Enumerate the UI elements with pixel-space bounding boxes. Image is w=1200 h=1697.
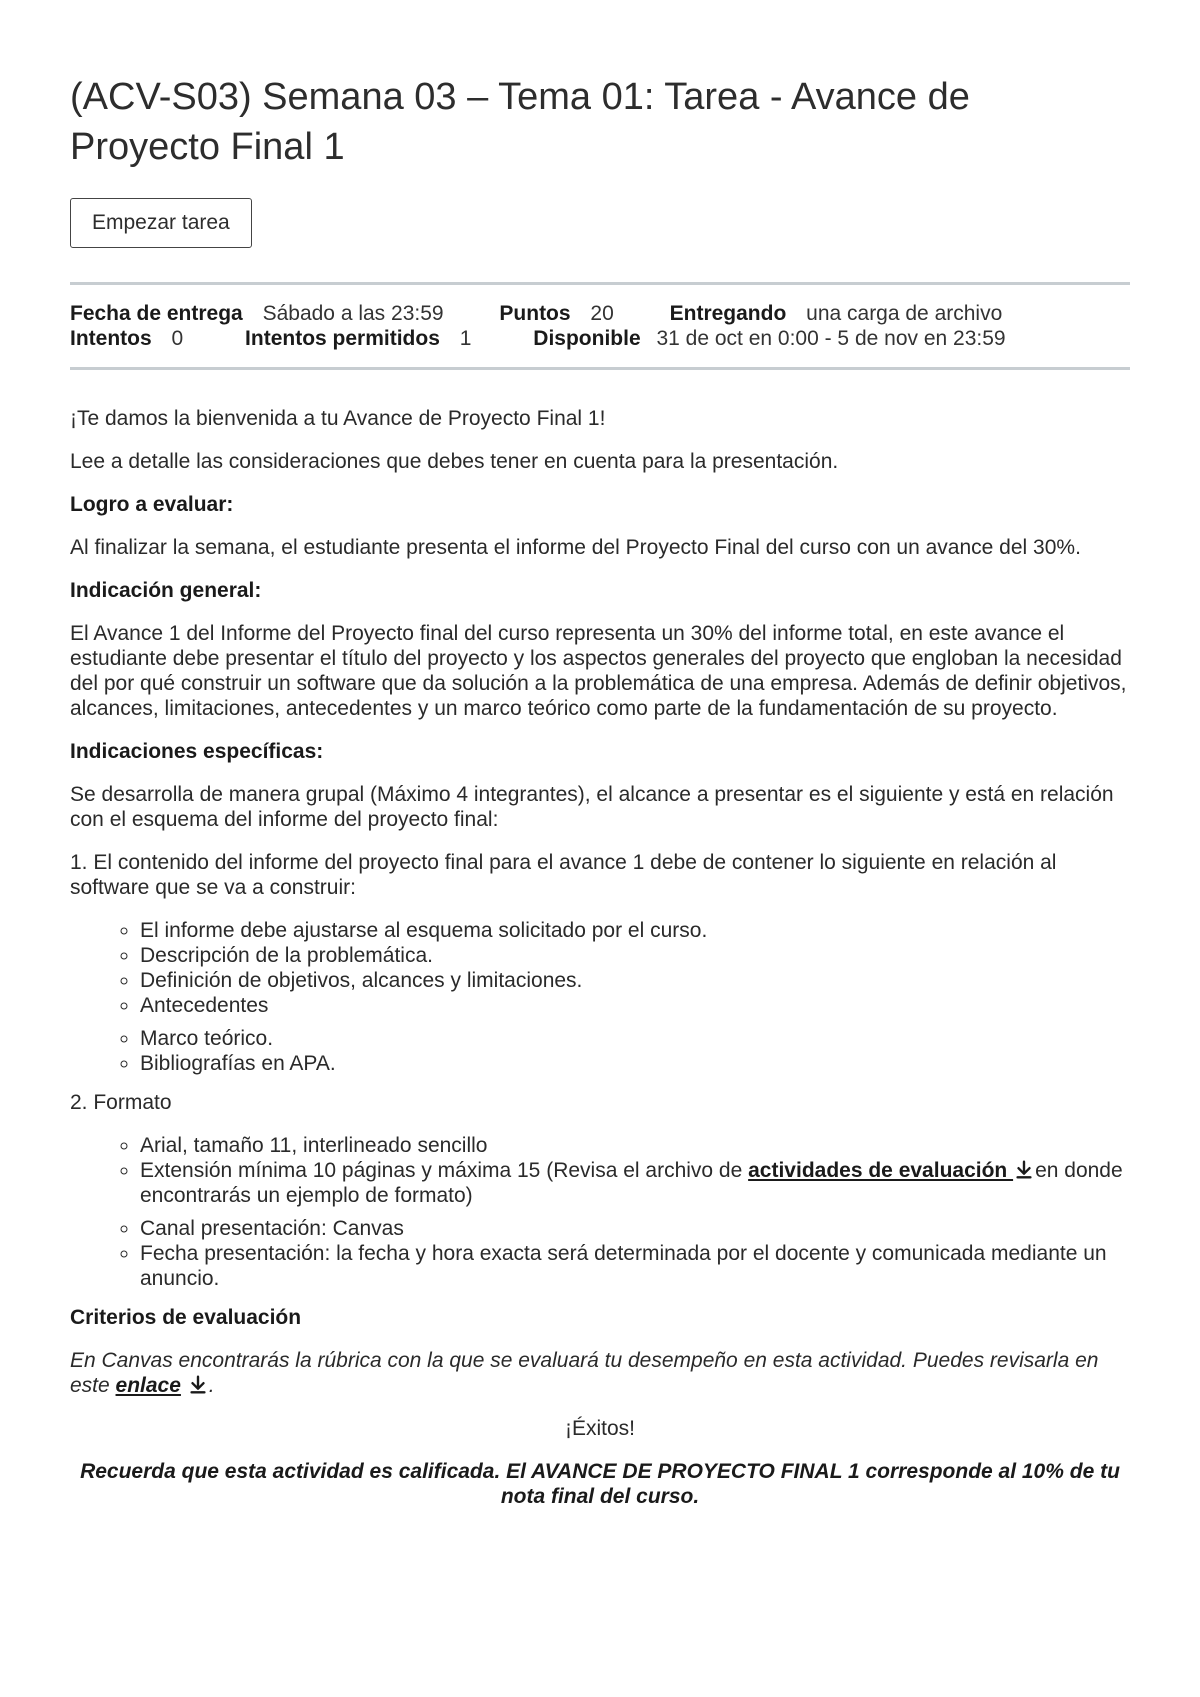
specific-heading: Indicaciones específicas:: [70, 740, 324, 763]
final-note: Recuerda que esta actividad es calificada. El AVANCE DE PROYECTO FINAL 1 corresponde al 10% de tu nota final del curso.: [80, 1460, 1120, 1508]
format-text-post: en donde encontrarás un ejemplo de formato): [140, 1159, 1123, 1207]
rubric-link[interactable]: enlace: [115, 1374, 181, 1397]
attempts-label: Intentos: [70, 327, 152, 350]
available-label: Disponible: [533, 327, 641, 350]
logro-heading: Logro a evaluar:: [70, 493, 234, 516]
specific-text: Se desarrolla de manera grupal (Máximo 4 integrantes), el alcance a presentar es el siguiente y está en relación con el esquema del informe del proyecto final:: [70, 783, 1114, 831]
assignment-description: [70, 370, 1130, 1509]
content-list: [70, 918, 1130, 1076]
points-value: 20: [590, 302, 614, 325]
success-text: ¡Éxitos!: [564, 1417, 635, 1440]
submitting-value: una carga de archivo: [806, 302, 1003, 325]
available-value: 31 de oct en 0:00 - 5 de nov en 23:59: [656, 327, 1006, 350]
point-1: 1. El contenido del informe del proyecto final para el avance 1 debe de contener lo siguiente en relación al software que se va a construir:: [70, 851, 1057, 899]
criteria-text: [70, 1348, 1130, 1398]
allowed-attempts-value: 1: [459, 327, 472, 350]
due-value: Sábado a las 23:59: [262, 302, 444, 325]
list-item: ◦ Descripción de la problemática.: [140, 943, 1130, 968]
criteria-text-pre: En Canvas encontrarás la rúbrica con la que se evaluará tu desempeño en esta actividad. Puedes revisarla en este: [70, 1349, 1099, 1397]
submitting-label: Entregando: [669, 302, 787, 325]
list-item: ◦ Definición de objetivos, alcances y limitaciones.: [140, 968, 1130, 993]
points-label: Puntos: [499, 302, 571, 325]
attempts-value: 0: [171, 327, 184, 350]
list-item: ◦ El informe debe ajustarse al esquema solicitado por el curso.: [140, 918, 1130, 943]
point-2: 2. Formato: [70, 1091, 172, 1114]
list-item: [140, 1158, 1130, 1208]
format-list: [70, 1133, 1130, 1291]
list-item: ◦ Arial, tamaño 11, interlineado sencillo: [140, 1133, 1130, 1158]
criteria-heading: Criterios de evaluación: [70, 1306, 302, 1329]
download-icon[interactable]: [187, 1374, 209, 1396]
list-item: ◦ Bibliografías en APA.: [140, 1051, 1130, 1076]
details-row-1: [70, 301, 1130, 326]
general-heading: Indicación general:: [70, 579, 262, 602]
criteria-text-post: .: [208, 1374, 215, 1397]
download-icon[interactable]: [1013, 1159, 1035, 1181]
read-text: Lee a detalle las consideraciones que debes tener en cuenta para la presentación.: [70, 450, 839, 473]
list-item: ◦ Marco teórico.: [140, 1026, 1130, 1051]
welcome-text: ¡Te damos la bienvenida a tu Avance de Proyecto Final 1!: [70, 407, 606, 430]
evaluation-activities-link[interactable]: actividades de evaluación: [748, 1159, 1014, 1182]
allowed-attempts-label: Intentos permitidos: [245, 327, 440, 350]
general-text: El Avance 1 del Informe del Proyecto final del curso representa un 30% del informe total, en este avance el estudiante debe presentar el título del proyecto y los aspectos generales del proyecto que engloban la necesidad del por qué construir un software que da solución a la problemática de una empresa. Además de definir objetivos, alcances, limitaciones, antecedentes y un marco teórico como parte de la fundamentación de su proyecto.: [70, 622, 1127, 720]
page-title: (ACV-S03) Semana 03 – Tema 01: Tarea - Avance de Proyecto Final 1: [70, 76, 970, 168]
start-assignment-button[interactable]: Empezar tarea: [70, 198, 252, 248]
assignment-details: [70, 285, 1130, 367]
list-item: ◦ Canal presentación: Canvas: [140, 1216, 1130, 1241]
format-text-pre: Extensión mínima 10 páginas y máxima 15 (Revisa el archivo de: [140, 1159, 749, 1182]
list-item: ◦ Antecedentes: [140, 993, 1130, 1018]
details-row-2: [70, 326, 1130, 351]
due-label: Fecha de entrega: [70, 302, 243, 325]
logro-text: Al finalizar la semana, el estudiante presenta el informe del Proyecto Final del curso con un avance del 30%.: [70, 536, 1081, 559]
list-item: ◦ Fecha presentación: la fecha y hora exacta será determinada por el docente y comunicada mediante un anuncio.: [140, 1241, 1130, 1291]
